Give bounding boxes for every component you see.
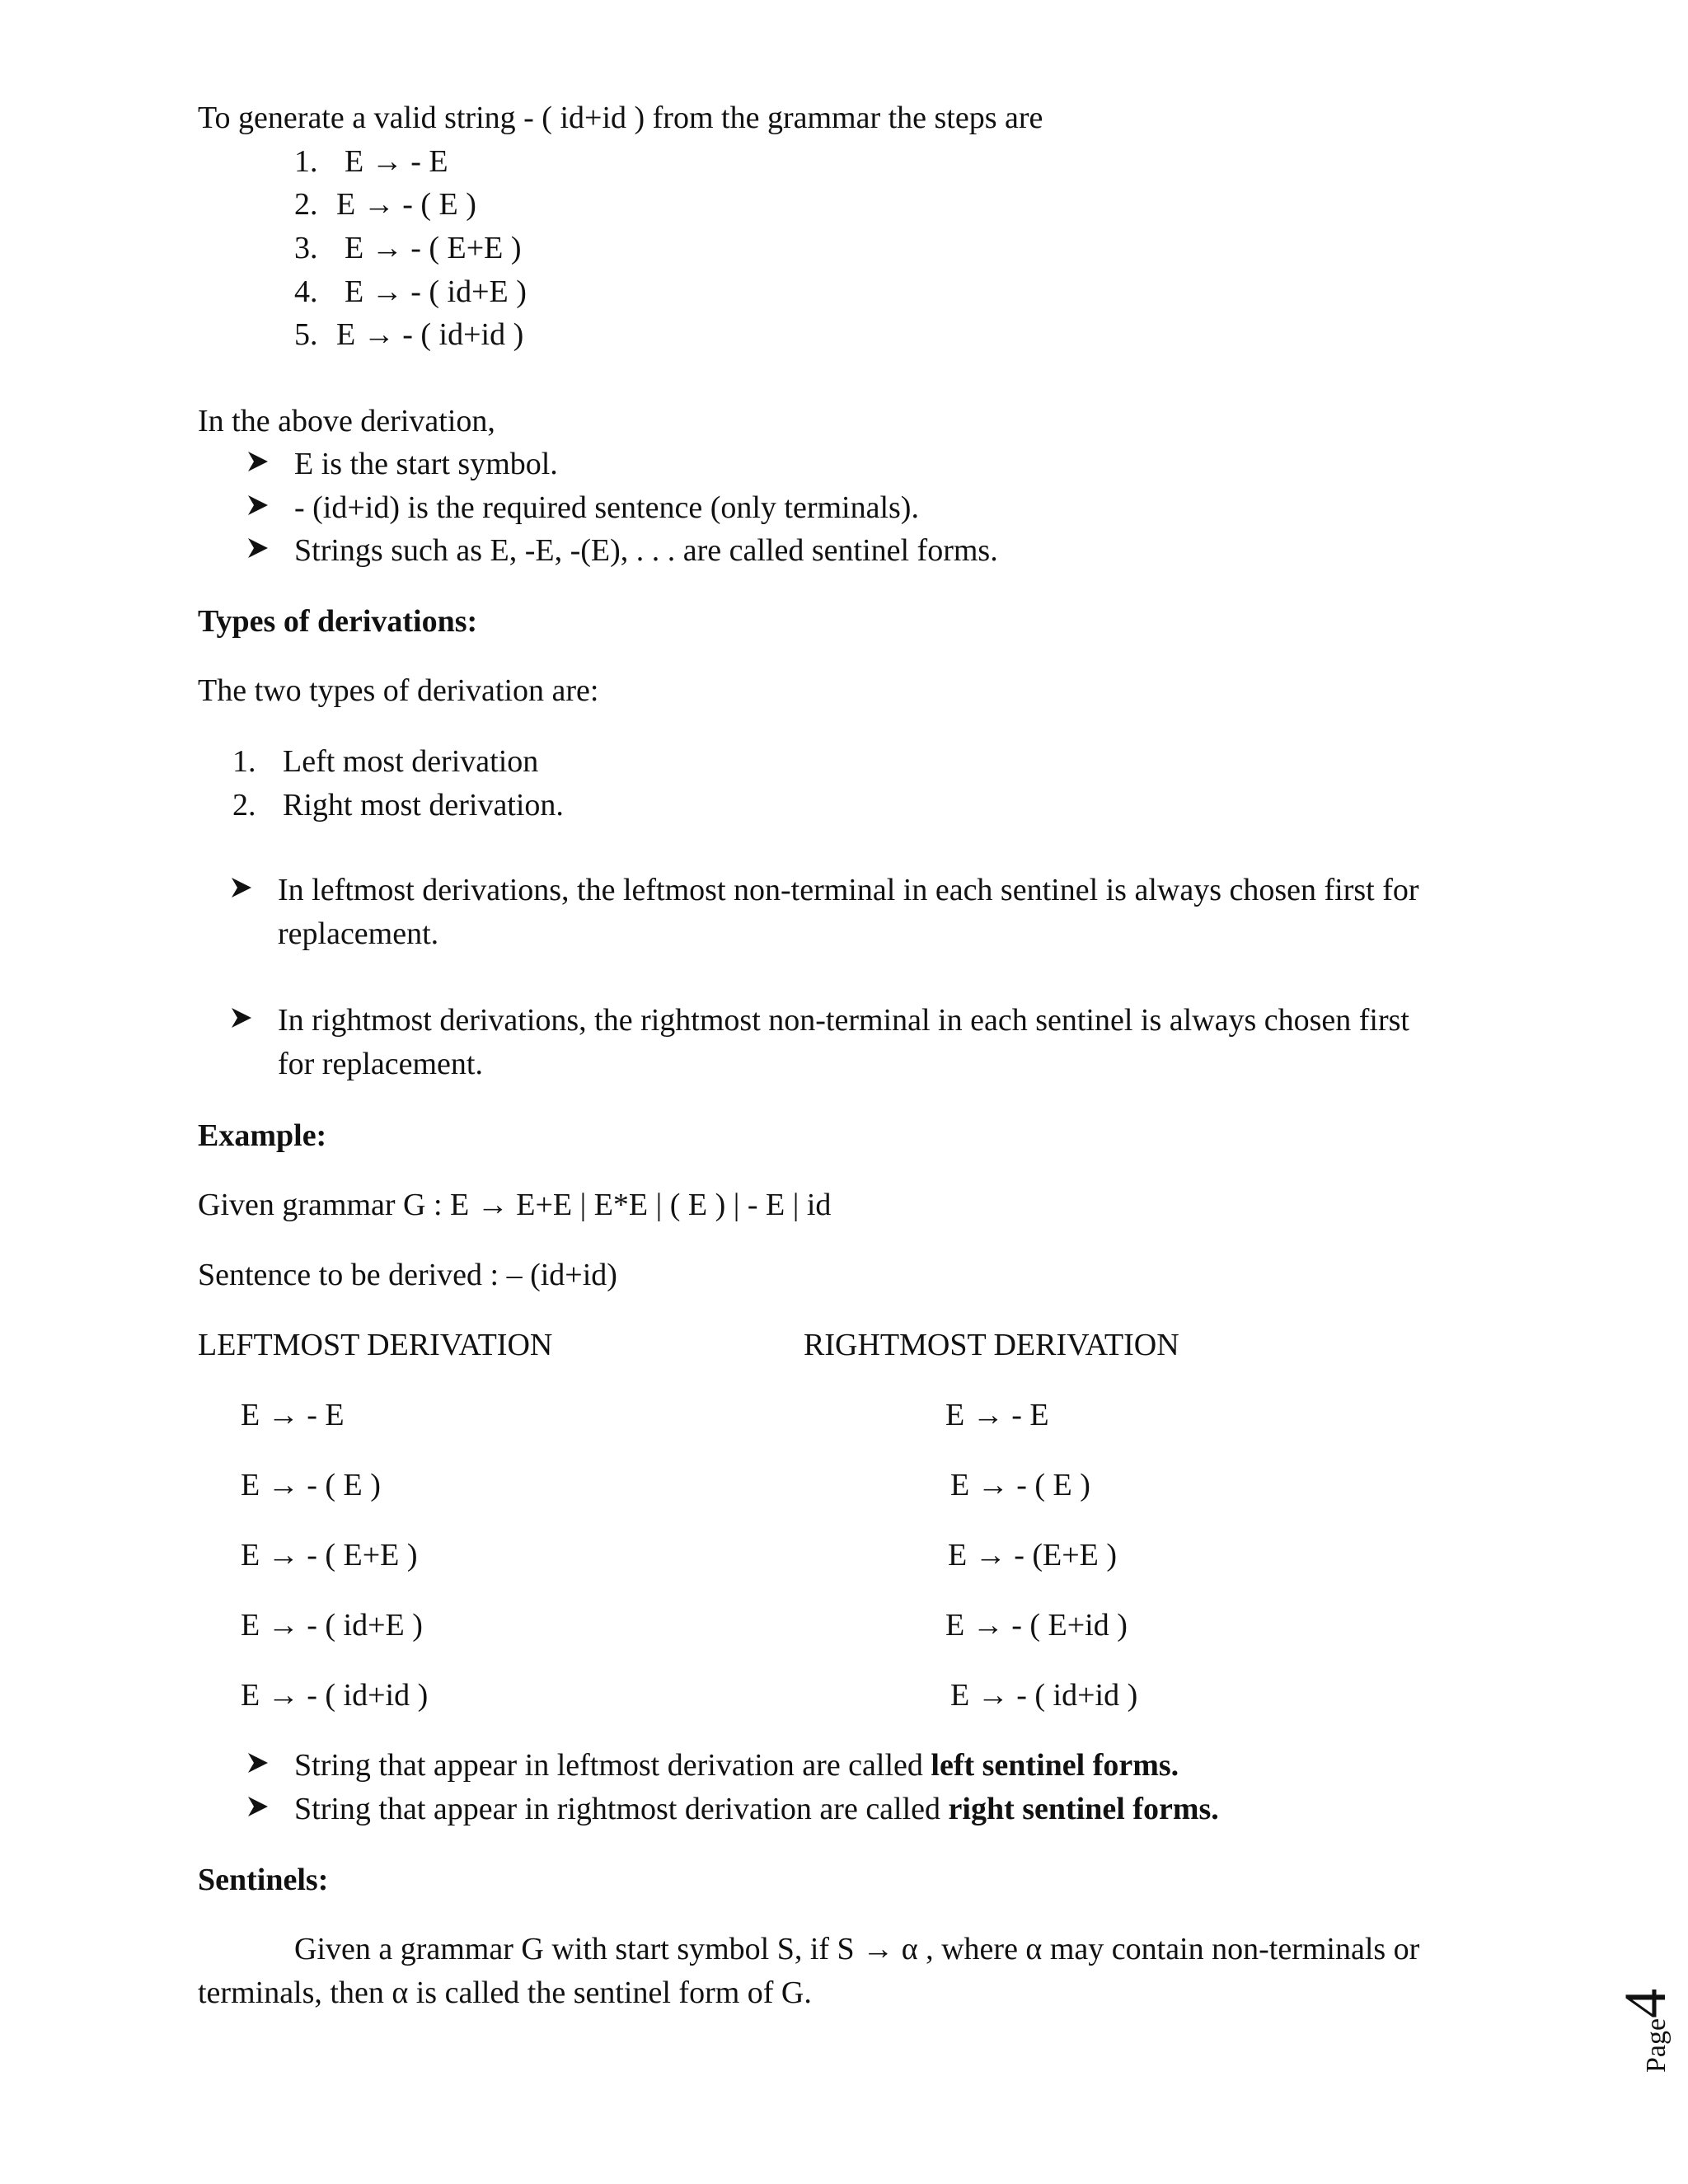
rightmost-step: E → - ( E ) xyxy=(950,1468,1090,1502)
list-number: 1. xyxy=(232,744,256,779)
section-heading: Sentinels: xyxy=(198,1863,329,1897)
bullet-text: E is the start symbol. xyxy=(294,447,558,481)
arrow-bullet-icon xyxy=(247,494,269,516)
leftmost-note-line: replacement. xyxy=(278,916,439,951)
types-intro: The two types of derivation are: xyxy=(198,673,599,708)
arrow-bullet-icon xyxy=(247,1796,269,1817)
step-expression: E → - E xyxy=(345,144,448,179)
sentinels-text-line: terminals, then α is called the sentinel form of G. xyxy=(198,1975,812,2010)
sentinel-form-text: String that appear in rightmost derivation are called xyxy=(294,1792,949,1826)
leftmost-step: E → - E xyxy=(241,1398,345,1432)
step-number: 2. xyxy=(294,187,318,222)
step-expression: E → - ( id+id ) xyxy=(336,317,524,352)
leftmost-step: E → - ( id+E ) xyxy=(241,1608,423,1643)
sentinel-form-text: String that appear in leftmost derivation are called xyxy=(294,1748,931,1783)
rightmost-step: E → - ( E+id ) xyxy=(945,1608,1128,1643)
section-heading: Example: xyxy=(198,1118,327,1153)
step-number: 1. xyxy=(294,144,318,179)
arrow-bullet-icon xyxy=(247,451,269,472)
arrow-bullet-icon xyxy=(231,1007,252,1029)
list-item: Right most derivation. xyxy=(283,788,564,823)
rightmost-note-line: for replacement. xyxy=(278,1047,483,1081)
page-number: 4 xyxy=(1612,1988,1678,2018)
rightmost-step: E → - (E+E ) xyxy=(948,1538,1118,1572)
list-item: Left most derivation xyxy=(283,744,539,779)
derivation-intro: In the above derivation, xyxy=(198,404,495,438)
leftmost-heading: LEFTMOST DERIVATION xyxy=(198,1328,553,1362)
page-word: Page xyxy=(1641,2018,1672,2073)
leftmost-step: E → - ( id+id ) xyxy=(241,1678,429,1713)
step-number: 3. xyxy=(294,231,318,265)
sentinel-form-point xyxy=(294,1793,1219,1825)
bullet-text: - (id+id) is the required sentence (only terminals). xyxy=(294,490,919,525)
leftmost-note-line: In leftmost derivations, the leftmost non-terminal in each sentinel is always chosen first for xyxy=(278,873,1419,907)
list-number: 2. xyxy=(232,788,256,823)
sentinels-text-line: Given a grammar G with start symbol S, if S → α , where α may contain non-terminals or xyxy=(294,1932,1420,1966)
step-expression: E → - ( E ) xyxy=(336,187,476,222)
sentinel-form-term: left sentinel forms. xyxy=(931,1748,1179,1783)
rightmost-step: E → - E xyxy=(945,1398,1049,1432)
leftmost-step: E → - ( E+E ) xyxy=(241,1538,418,1572)
arrow-bullet-icon xyxy=(247,537,269,559)
leftmost-step: E → - ( E ) xyxy=(241,1468,381,1502)
rightmost-heading: RIGHTMOST DERIVATION xyxy=(804,1328,1179,1362)
section-heading: Types of derivations: xyxy=(198,604,478,639)
step-number: 5. xyxy=(294,317,318,352)
sentinel-form-term: right sentinel forms. xyxy=(948,1792,1219,1826)
grammar-line: Given grammar G : E → E+E | E*E | ( E ) | - E | id xyxy=(198,1188,832,1222)
step-expression: E → - ( E+E ) xyxy=(345,231,522,265)
arrow-bullet-icon xyxy=(231,877,252,898)
intro-text: To generate a valid string - ( id+id ) from the grammar the steps are xyxy=(198,101,1043,135)
step-expression: E → - ( id+E ) xyxy=(345,274,527,309)
rightmost-note-line: In rightmost derivations, the rightmost non-terminal in each sentinel is always chosen first xyxy=(278,1003,1409,1038)
step-number: 4. xyxy=(294,274,318,309)
sentence-line: Sentence to be derived : – (id+id) xyxy=(198,1258,617,1292)
rightmost-step: E → - ( id+id ) xyxy=(950,1678,1138,1713)
sentinel-form-point xyxy=(294,1750,1179,1781)
bullet-text: Strings such as E, -E, -(E), . . . are called sentinel forms. xyxy=(294,533,998,568)
arrow-bullet-icon xyxy=(247,1752,269,1774)
page-number-label xyxy=(1611,1957,1688,2081)
